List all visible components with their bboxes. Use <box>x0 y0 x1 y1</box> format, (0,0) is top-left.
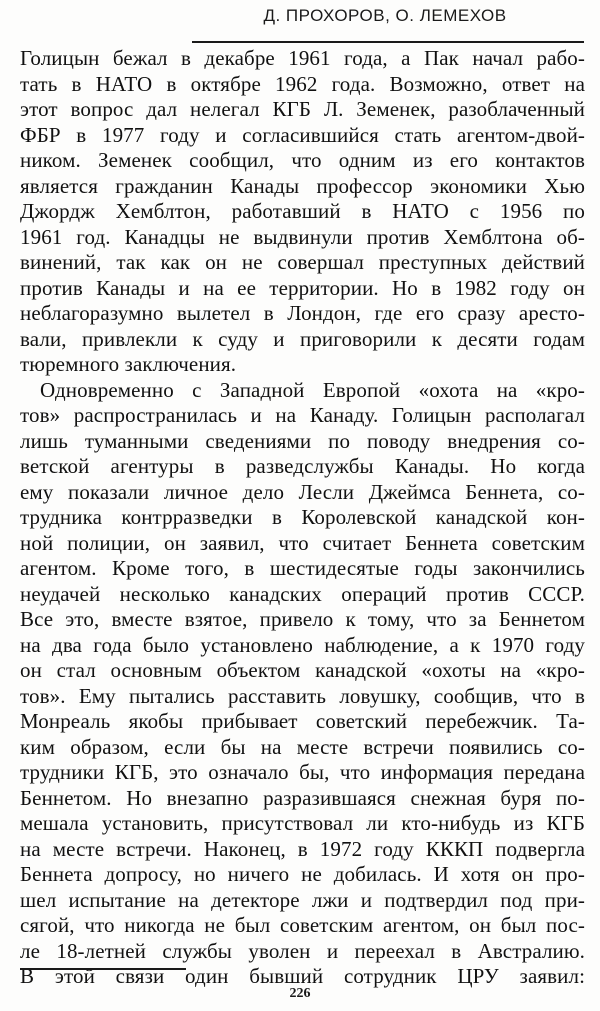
body-text <box>20 46 585 990</box>
text-line: ФБР в 1977 году и согласившийся стать агентом-двой- <box>20 122 585 147</box>
text-line: Монреаль якобы прибывает советский перебежчик. Та- <box>20 709 585 733</box>
text-line: Джордж Хемблтон, работавший в НАТО с 1956 по <box>20 199 585 223</box>
text-line: Беннета допросу, но ничего не добилась. И хотя он про- <box>20 862 585 886</box>
text-line: винений, так как он не совершал преступных действий <box>20 250 585 274</box>
text-line: на месте встречи. Наконец, в 1972 году КККП подвергла <box>20 836 585 861</box>
text-line: неблагоразумно вылетел в Лондон, где его сразу аресто- <box>20 301 585 325</box>
running-title: Д. ПРОХОРОВ, О. ЛЕМЕХОВ <box>263 6 507 25</box>
text-line: В этой связи один бывший сотрудник ЦРУ заявил: <box>20 964 585 988</box>
text-line: трудника контрразведки в Королевской канадской кон- <box>20 505 585 529</box>
text-line: вали, привлекли к суду и приговорили к десяти годам <box>20 326 585 351</box>
text-line: на два года было установлено наблюдение, а к 1970 году <box>20 632 585 657</box>
text-line: Все это, вместе взятое, привело к тому, что за Беннетом <box>20 607 585 631</box>
text-line: неудачей несколько канадских операций против СССР. <box>20 581 585 606</box>
page-number: 226 <box>289 986 311 1001</box>
paragraph-start-line: Одновременно с Западной Европой «охота на «кро- <box>40 377 585 402</box>
text-line: ной полиции, он заявил, что считает Беннета советским <box>20 530 585 555</box>
text-line: тов» распространилась и на Канаду. Голицын располагал <box>20 403 585 427</box>
text-line: тюремного заключения. <box>20 352 237 376</box>
text-line: сягой, что никогда не был советским агентом, он был пос- <box>20 913 585 937</box>
text-line: Беннетом. Но внезапно разразившаяся снежная буря по- <box>20 785 585 810</box>
text-line: лишь туманными сведениями по поводу внедрения со- <box>20 428 585 453</box>
text-line: шел испытание на детекторе лжи и подтвердил под при- <box>20 887 585 912</box>
text-line: тов». Ему пытались расставить ловушку, сообщив, что в <box>20 683 585 708</box>
text-line: является гражданин Канады профессор экономики Хью <box>20 173 585 198</box>
text-line: ветской агентуры в разведслужбы Канады. Но когда <box>20 454 585 478</box>
text-line: мешала установить, присутствовал ли кто-нибудь из КГБ <box>20 811 585 835</box>
text-line: тать в НАТО в октябре 1962 года. Возможно, ответ на <box>20 71 585 96</box>
text-line: ле 18-летней службы уволен и переехал в Австралию. <box>20 938 585 963</box>
text-line: против Канады и на ее территории. Но в 1982 году он <box>20 275 585 300</box>
header-rule <box>192 41 584 43</box>
footnote-rule <box>20 968 186 970</box>
text-line: трудники КГБ, это означало бы, что информация передана <box>20 760 585 784</box>
text-line: он стал основным объектом канадской «охоты на «кро- <box>20 658 585 682</box>
text-line: Голицын бежал в декабре 1961 года, а Пак начал рабо- <box>20 46 585 70</box>
text-line: ником. Земенек сообщил, что одним из его контактов <box>20 148 585 172</box>
text-line: ким образом, если бы на месте встречи появились со- <box>20 734 585 759</box>
text-line: ему показали личное дело Лесли Джеймса Беннета, со- <box>20 479 585 504</box>
text-line: 1961 год. Канадцы не выдвинули против Хемблтона об- <box>20 224 585 249</box>
text-line: агентом. Кроме того, в шестидесятые годы закончились <box>20 556 585 580</box>
text-line: этот вопрос дал нелегал КГБ Л. Земенек, разоблаченный <box>20 97 585 121</box>
